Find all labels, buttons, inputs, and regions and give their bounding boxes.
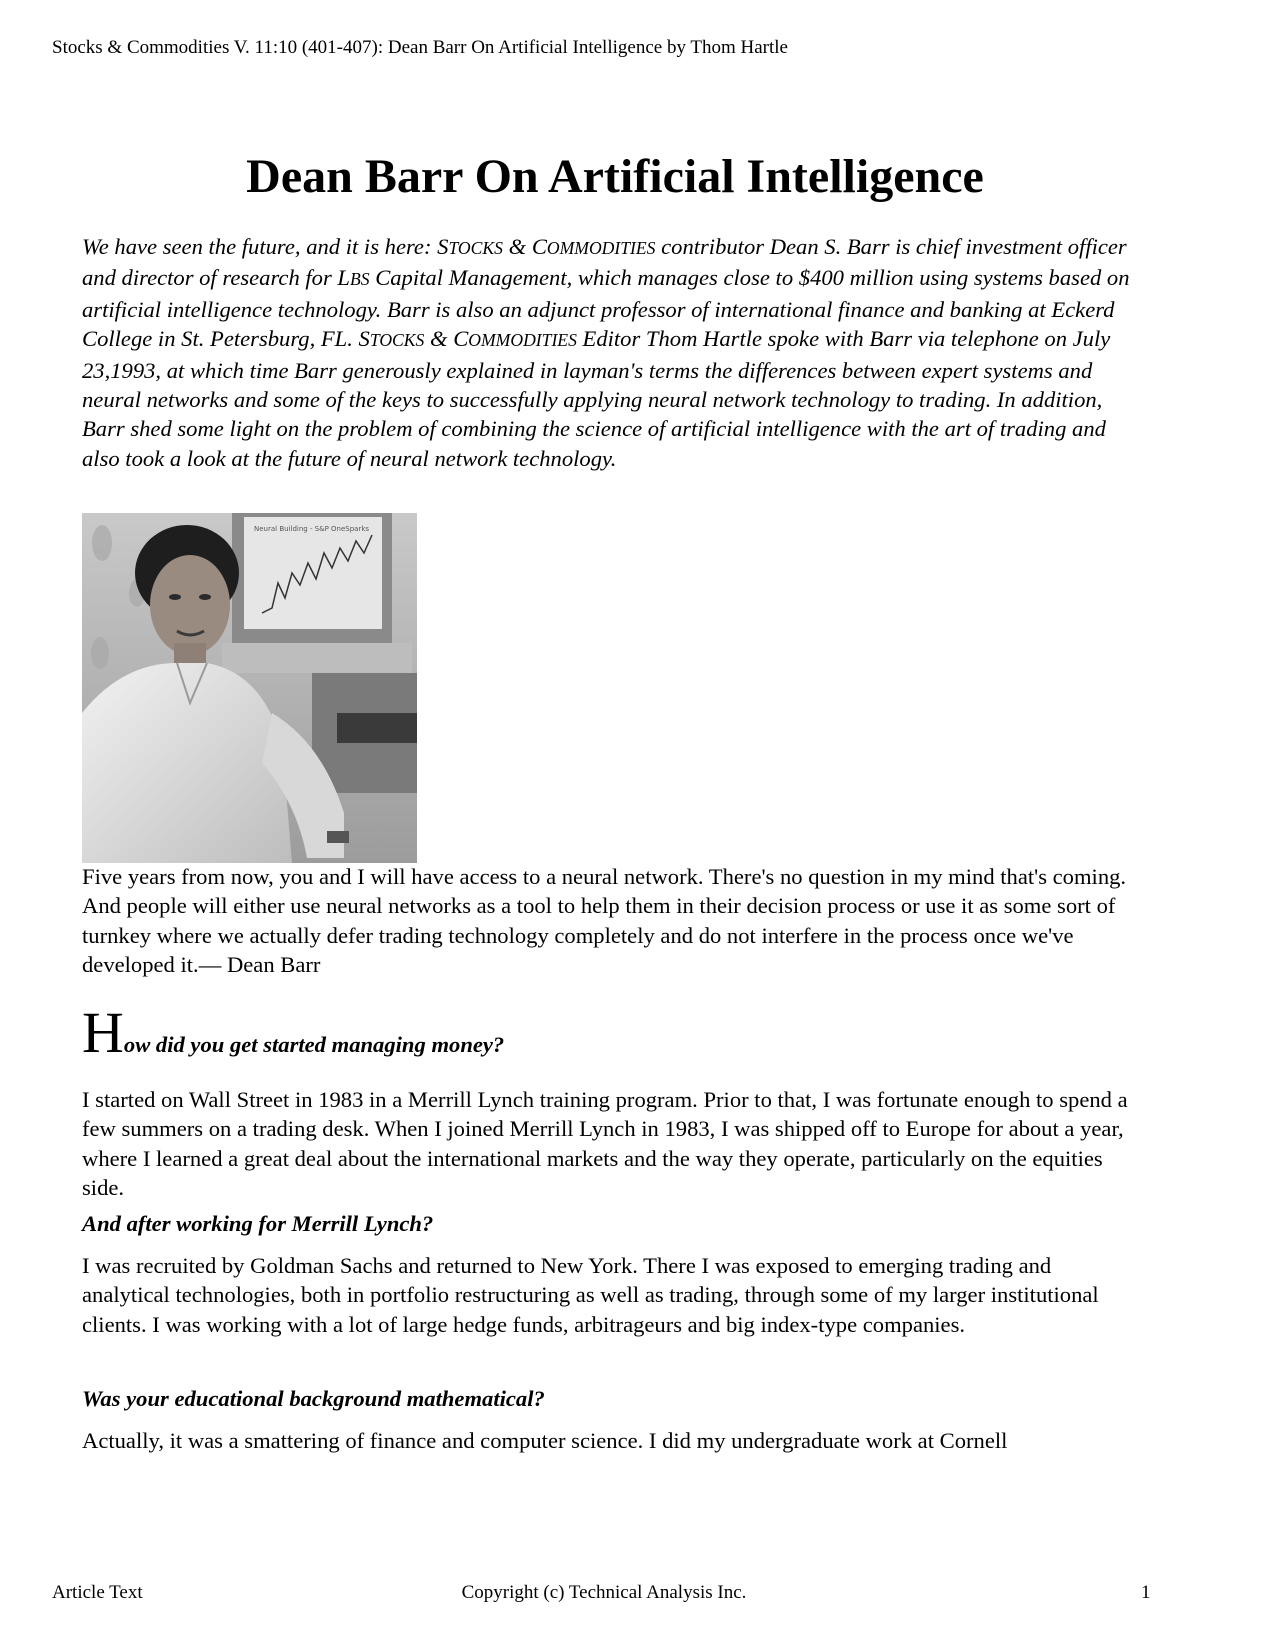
smallcaps-initial: S bbox=[437, 234, 449, 259]
intro-text: contributor Dean S. Barr is chief investment officer and director of research for bbox=[82, 234, 1127, 291]
question-1-text: ow did you get started managing money? bbox=[123, 1032, 505, 1057]
smallcaps-text: OMMODITIES bbox=[468, 330, 577, 351]
smallcaps-text: BS bbox=[349, 269, 370, 290]
portrait-photo-drawing bbox=[82, 513, 417, 863]
question-1 bbox=[82, 1000, 1142, 1065]
smallcaps-text: TOCKS bbox=[448, 238, 503, 258]
article-intro bbox=[82, 232, 1142, 473]
page-number: 1 bbox=[1141, 1582, 1151, 1603]
monitor-caption: Neural Building - S&P OneSparks bbox=[254, 525, 370, 533]
smallcaps-text: OMMODITIES bbox=[546, 238, 656, 258]
drop-cap: H bbox=[82, 1000, 124, 1065]
footer-left: Article Text bbox=[52, 1582, 143, 1603]
intro-text: Capital Management, which manages close to $400 million using systems based on artificial intelligence technology. Barr is also an adjunct professor of international finance and banking at Eckerd College in St. Petersburg, FL. bbox=[82, 265, 1130, 352]
footer-copyright: Copyright (c) Technical Analysis Inc. bbox=[461, 1582, 747, 1603]
smallcaps-initial: C bbox=[531, 234, 547, 259]
question-3: Was your educational background mathematical? bbox=[82, 1386, 545, 1411]
answer-2: I was recruited by Goldman Sachs and returned to New York. There I was exposed to emerging trading and analytical technologies, both in portfolio restructuring as well as trading, through some of my larger institutional clients. I was working with a lot of large hedge funds, arbitrageurs and big index-type companies. bbox=[82, 1253, 1099, 1337]
ampersand: & bbox=[424, 326, 454, 352]
ampersand: & bbox=[502, 234, 532, 259]
answer-3: Actually, it was a smattering of finance and computer science. I did my undergraduate work at Cornell bbox=[82, 1428, 1008, 1453]
article-title: Dean Barr On Artificial Intelligence bbox=[246, 150, 984, 203]
running-header: Stocks & Commodities V. 11:10 (401-407): Dean Barr On Artificial Intelligence by Thom Hartle bbox=[52, 37, 788, 58]
smallcaps-initial: L bbox=[337, 265, 350, 291]
intro-text: Editor Thom Hartle spoke with Barr via telephone on July 23,1993, at which time Barr generously explained in layman's terms the differences between expert systems and neural networks and some of the keys to successfully applying neural network technology to trading. In addition, Barr shed some light on the problem of combining the science of artificial intelligence with the art of trading and also took a look at the future of neural network technology. bbox=[82, 326, 1111, 471]
smallcaps-text: TOCKS bbox=[369, 330, 425, 351]
intro-text: We have seen the future, and it is here: bbox=[82, 234, 438, 259]
smallcaps-initial: C bbox=[453, 326, 469, 352]
question-2: And after working for Merrill Lynch? bbox=[82, 1211, 434, 1236]
answer-1: I started on Wall Street in 1983 in a Merrill Lynch training program. Prior to that, I was fortunate enough to spend a few summers on a trading desk. When I joined Merrill Lynch in 1983, I was shipped off to Europe for about a year, where I learned a great deal about the international markets and the way they operate, particularly on the equities side. bbox=[82, 1087, 1128, 1201]
pull-quote: Five years from now, you and I will have access to a neural network. There's no question in my mind that's coming. And people will either use neural networks as a tool to help them in their decision process or use it as some sort of turnkey where we actually defer trading technology completely and do not interfere in the process once we've developed it.— Dean Barr bbox=[82, 864, 1127, 978]
portrait-photo bbox=[82, 513, 417, 863]
smallcaps-initial: S bbox=[358, 326, 370, 352]
